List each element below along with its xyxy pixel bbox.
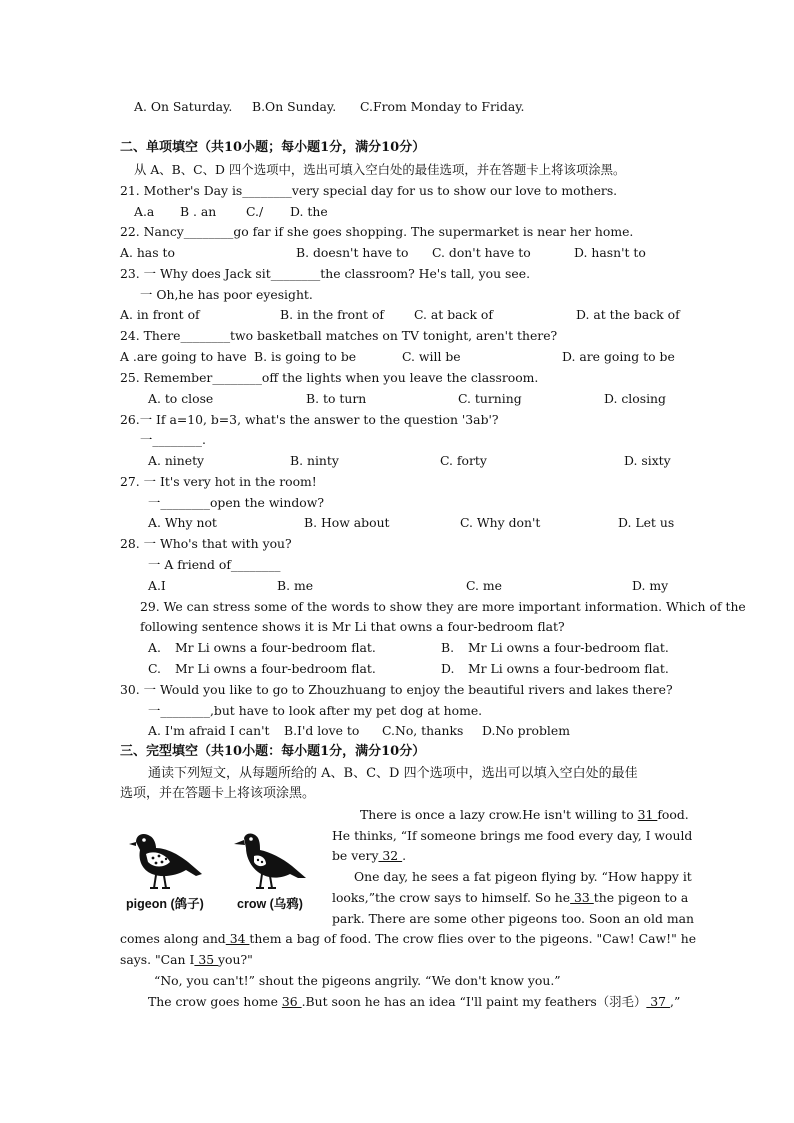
q28-option-c: C. me xyxy=(466,578,502,593)
passage-text: food. xyxy=(657,807,689,822)
passage-text: The crow goes home xyxy=(148,994,278,1009)
q27-reply: 一________open the window? xyxy=(148,495,325,510)
passage-line9: “No, you can't!” shout the pigeons angrily. “We don't know you.” xyxy=(154,973,561,988)
q23-option-b: B. in the front of xyxy=(280,307,385,322)
passage-line3 xyxy=(332,848,406,863)
passage-text: says. "Can I xyxy=(120,952,195,967)
q27-option-c: C. Why don't xyxy=(460,515,541,530)
q20-option-b: B.On Sunday. xyxy=(252,99,337,114)
q29-option-a-text: Mr Li owns a four-bedroom flat. xyxy=(175,640,376,655)
q27-option-a: A. Why not xyxy=(148,515,217,530)
q29-stem-line1: 29. We can stress some of the words to show they are more important information. Which of the xyxy=(140,599,746,614)
q29-option-d-letter: D. xyxy=(441,661,455,676)
q30-option-c: C.No, thanks xyxy=(382,723,464,738)
q22-option-b: B. doesn't have to xyxy=(296,245,409,260)
q29-option-c-letter: C. xyxy=(148,661,161,676)
passage-line1 xyxy=(360,807,689,822)
section2-instruction: 从 A、B、C、D 四个选项中，选出可填入空白处的最佳选项，并在答题卡上将该项涂黑。 xyxy=(134,162,626,177)
crow-image xyxy=(232,828,312,892)
passage-text: .But soon he has an idea “I'll paint my feathers（羽毛） xyxy=(301,994,647,1009)
q21-option-b: B . an xyxy=(180,204,217,219)
q23-option-c: C. at back of xyxy=(414,307,493,322)
section2-heading: 二、单项填空（共10小题；每小题1分，满分10分） xyxy=(120,140,426,155)
q21-stem: 21. Mother's Day is________very special day for us to show our love to mothers. xyxy=(120,183,618,198)
q22-option-a: A. has to xyxy=(120,245,175,260)
passage-line8 xyxy=(120,952,253,967)
q29-stem-line2: following sentence shows it is Mr Li that owns a four-bedroom flat? xyxy=(140,619,565,634)
q27-stem: 27. 一 It's very hot in the room! xyxy=(120,474,317,489)
blank-37: 37 xyxy=(646,994,670,1009)
q29-option-c-text: Mr Li owns a four-bedroom flat. xyxy=(175,661,376,676)
q22-option-d: D. hasn't to xyxy=(574,245,646,260)
q21-option-c: C./ xyxy=(246,204,264,219)
q23-option-a: A. in front of xyxy=(120,307,200,322)
crow-label: crow (乌鸦) xyxy=(237,897,303,911)
pigeon-image xyxy=(126,828,206,892)
q26-option-a: A. ninety xyxy=(148,453,205,468)
passage-text: There is once a lazy crow.He isn't willing to xyxy=(360,807,634,822)
q26-option-d: D. sixty xyxy=(624,453,671,468)
q24-option-b: B. is going to be xyxy=(254,349,357,364)
passage-text: be very xyxy=(332,848,379,863)
q28-option-b: B. me xyxy=(277,578,314,593)
passage-line6: park. There are some other pigeons too. Soon an old man xyxy=(332,911,694,926)
q27-option-b: B. How about xyxy=(304,515,390,530)
passage-line10 xyxy=(148,994,680,1009)
passage-text: them a bag of food. The crow flies over to the pigeons. "Caw! Caw!" he xyxy=(249,931,697,946)
q28-reply: 一 A friend of________ xyxy=(148,557,281,572)
q26-option-c: C. forty xyxy=(440,453,487,468)
q29-option-b-letter: B. xyxy=(441,640,455,655)
q28-option-d: D. my xyxy=(632,578,669,593)
passage-text: ,” xyxy=(670,994,681,1009)
blank-34: 34 xyxy=(225,931,250,946)
q28-option-a: A.I xyxy=(148,578,166,593)
q21-option-d: D. the xyxy=(290,204,328,219)
q24-stem: 24. There________two basketball matches on TV tonight, aren't there? xyxy=(120,328,558,343)
q27-option-d: D. Let us xyxy=(618,515,675,530)
q23-option-d: D. at the back of xyxy=(576,307,680,322)
q21-option-a: A.a xyxy=(134,204,155,219)
q30-option-d: D.No problem xyxy=(482,723,570,738)
q23-stem: 23. 一 Why does Jack sit________the classroom? He's tall, you see. xyxy=(120,266,531,281)
q30-reply: 一________,but have to look after my pet dog at home. xyxy=(148,703,483,718)
pigeon-label: pigeon (鸽子) xyxy=(126,897,204,911)
q24-option-a: A .are going to have xyxy=(120,349,247,364)
blank-35: 35 xyxy=(194,952,219,967)
blank-32: 32 xyxy=(378,848,403,863)
passage-text: comes along and xyxy=(120,931,226,946)
q22-stem: 22. Nancy________go far if she goes shopping. The supermarket is near her home. xyxy=(120,224,634,239)
blank-31: 31 xyxy=(637,807,658,822)
q26-stem: 26.一 If a=10, b=3, what's the answer to the question '3ab'? xyxy=(120,412,499,427)
passage-line5 xyxy=(332,890,688,905)
passage-line7 xyxy=(120,931,696,946)
q22-option-c: C. don't have to xyxy=(432,245,531,260)
blank-36: 36 xyxy=(281,994,302,1009)
passage-text: you?" xyxy=(218,952,253,967)
q20-option-c: C.From Monday to Friday. xyxy=(360,99,525,114)
q30-option-b: B.I'd love to xyxy=(284,723,360,738)
q29-option-a-letter: A. xyxy=(148,640,161,655)
q29-option-d-text: Mr Li owns a four-bedroom flat. xyxy=(468,661,669,676)
q25-stem: 25. Remember________off the lights when you leave the classroom. xyxy=(120,370,539,385)
passage-text: the pigeon to a xyxy=(593,890,689,905)
q25-option-c: C. turning xyxy=(458,391,522,406)
q26-option-b: B. ninty xyxy=(290,453,339,468)
q30-stem: 30. 一 Would you like to go to Zhouzhuang to enjoy the beautiful rivers and lakes there? xyxy=(120,682,673,697)
q24-option-d: D. are going to be xyxy=(562,349,675,364)
q29-option-b-text: Mr Li owns a four-bedroom flat. xyxy=(468,640,669,655)
section3-instruction-line1: 通读下列短文，从每题所给的 A、B、C、D 四个选项中，选出可以填入空白处的最佳 xyxy=(148,766,638,781)
passage-text: . xyxy=(402,848,407,863)
q28-stem: 28. 一 Who's that with you? xyxy=(120,536,292,551)
q20-option-a: A. On Saturday. xyxy=(134,99,233,114)
q25-option-d: D. closing xyxy=(604,391,666,406)
section3-heading: 三、完型填空（共10小题：每小题1分，满分10分） xyxy=(120,744,426,759)
passage-text: looks,”the crow says to himself. So he xyxy=(332,890,571,905)
blank-33: 33 xyxy=(570,890,594,905)
q25-option-b: B. to turn xyxy=(306,391,367,406)
passage-line2: He thinks, “If someone brings me food every day, I would xyxy=(332,828,693,843)
q26-reply: 一________. xyxy=(140,432,206,447)
q23-reply: 一 Oh,he has poor eyesight. xyxy=(140,287,313,302)
q30-option-a: A. I'm afraid I can't xyxy=(148,723,270,738)
passage-line4: One day, he sees a fat pigeon flying by. “How happy it xyxy=(354,869,692,884)
q24-option-c: C. will be xyxy=(402,349,461,364)
q25-option-a: A. to close xyxy=(148,391,214,406)
section3-instruction-line2: 选项，并在答题卡上将该项涂黑。 xyxy=(120,786,316,801)
